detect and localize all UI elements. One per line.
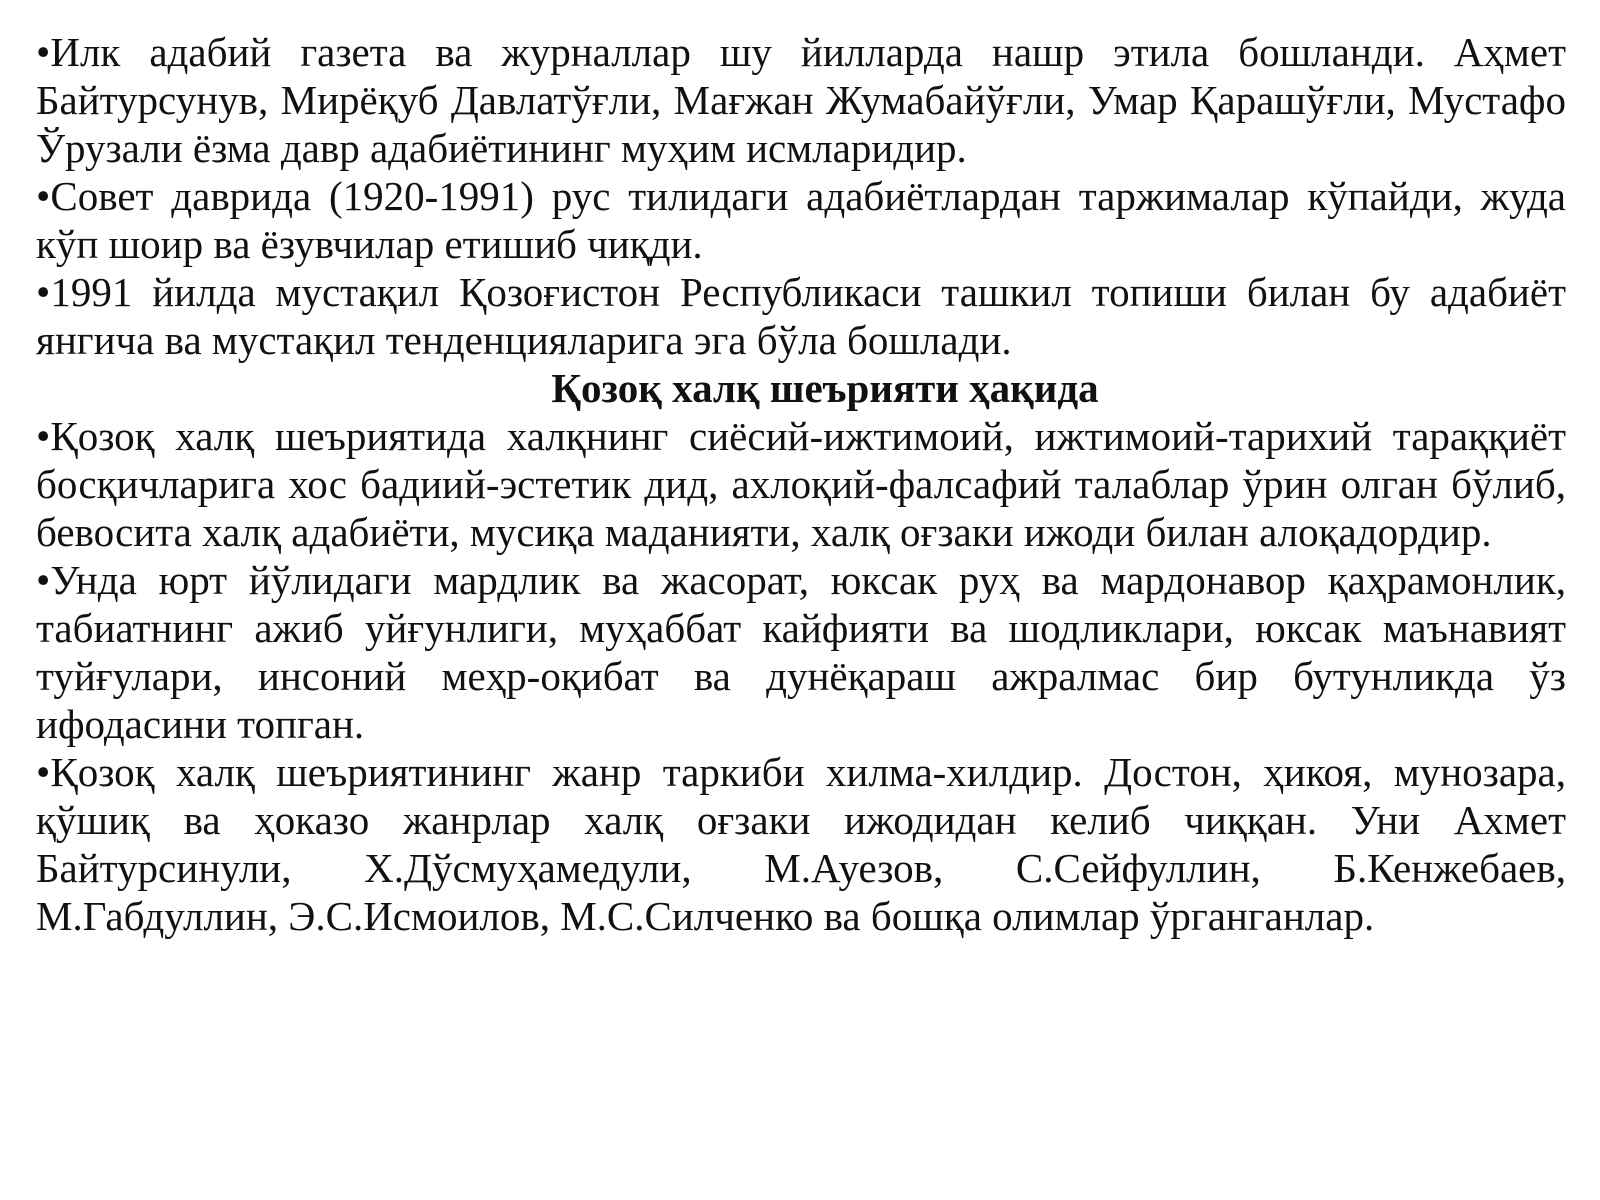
paragraph-folk-poetry-overview: •Қозоқ халқ шеъриятида халқнинг сиёсий-ижтимоий, ижтимоий-тарихий тараққиёт босқичларига хос бадиий-эстетик дид, ахлоқий-фалсафий талаблар ўрин олган бўлиб, бевосита халқ адабиёти, мусиқа маданияти, халқ оғзаки ижоди билан алоқадордир.	[36, 413, 1566, 555]
paragraph-folk-poetry-themes: •Унда юрт йўлидаги мардлик ва жасорат, юксак руҳ ва мардонавор қаҳрамонлик, табиатнинг ажиб уйғунлиги, муҳаббат кайфияти ва шодликлари, юксак маънавият туйғулари, инсоний меҳр-оқибат ва дунёқараш ажралмас бир бутунликда ўз ифодасини топган.	[36, 557, 1566, 747]
paragraph-folk-poetry-genres: •Қозоқ халқ шеъриятининг жанр таркиби хилма-хилдир. Достон, ҳикоя, мунозара, қўшиқ ва ҳоказо жанрлар халқ оғзаки ижодидан келиб чиққан. Уни Ахмет Байтурсинули, Х.Дўсмуҳамедули, М.Ауезов, С.Сейфуллин, Б.Кенжебаев, М.Габдуллин, Э.С.Исмоилов, М.С.Силченко ва бошқа олимлар ўрганганлар.	[36, 749, 1566, 939]
paragraph-soviet-period: •Совет даврида (1920-1991) рус тилидаги адабиётлардан таржималар кўпайди, жуда кўп шоир ва ёзувчилар етишиб чиқди.	[36, 173, 1566, 267]
section-heading: Қозоқ халқ шеърияти ҳақида	[551, 365, 1099, 411]
paragraph-early-literature: •Илк адабий газета ва журналлар шу йилларда нашр этила бошланди. Аҳмет Байтурсунув, Мирёқуб Давлатўғли, Мағжан Жумабайўғли, Умар Қарашўғли, Мустафо Ўрузали ёзма давр адабиётининг муҳим исмларидир.	[36, 29, 1566, 171]
paragraph-independence: •1991 йилда мустақил Қозоғистон Республикаси ташкил топиши билан бу адабиёт янгича ва мустақил тенденцияларига эга бўла бошлади.	[36, 269, 1566, 363]
document-page	[36, 28, 1566, 940]
